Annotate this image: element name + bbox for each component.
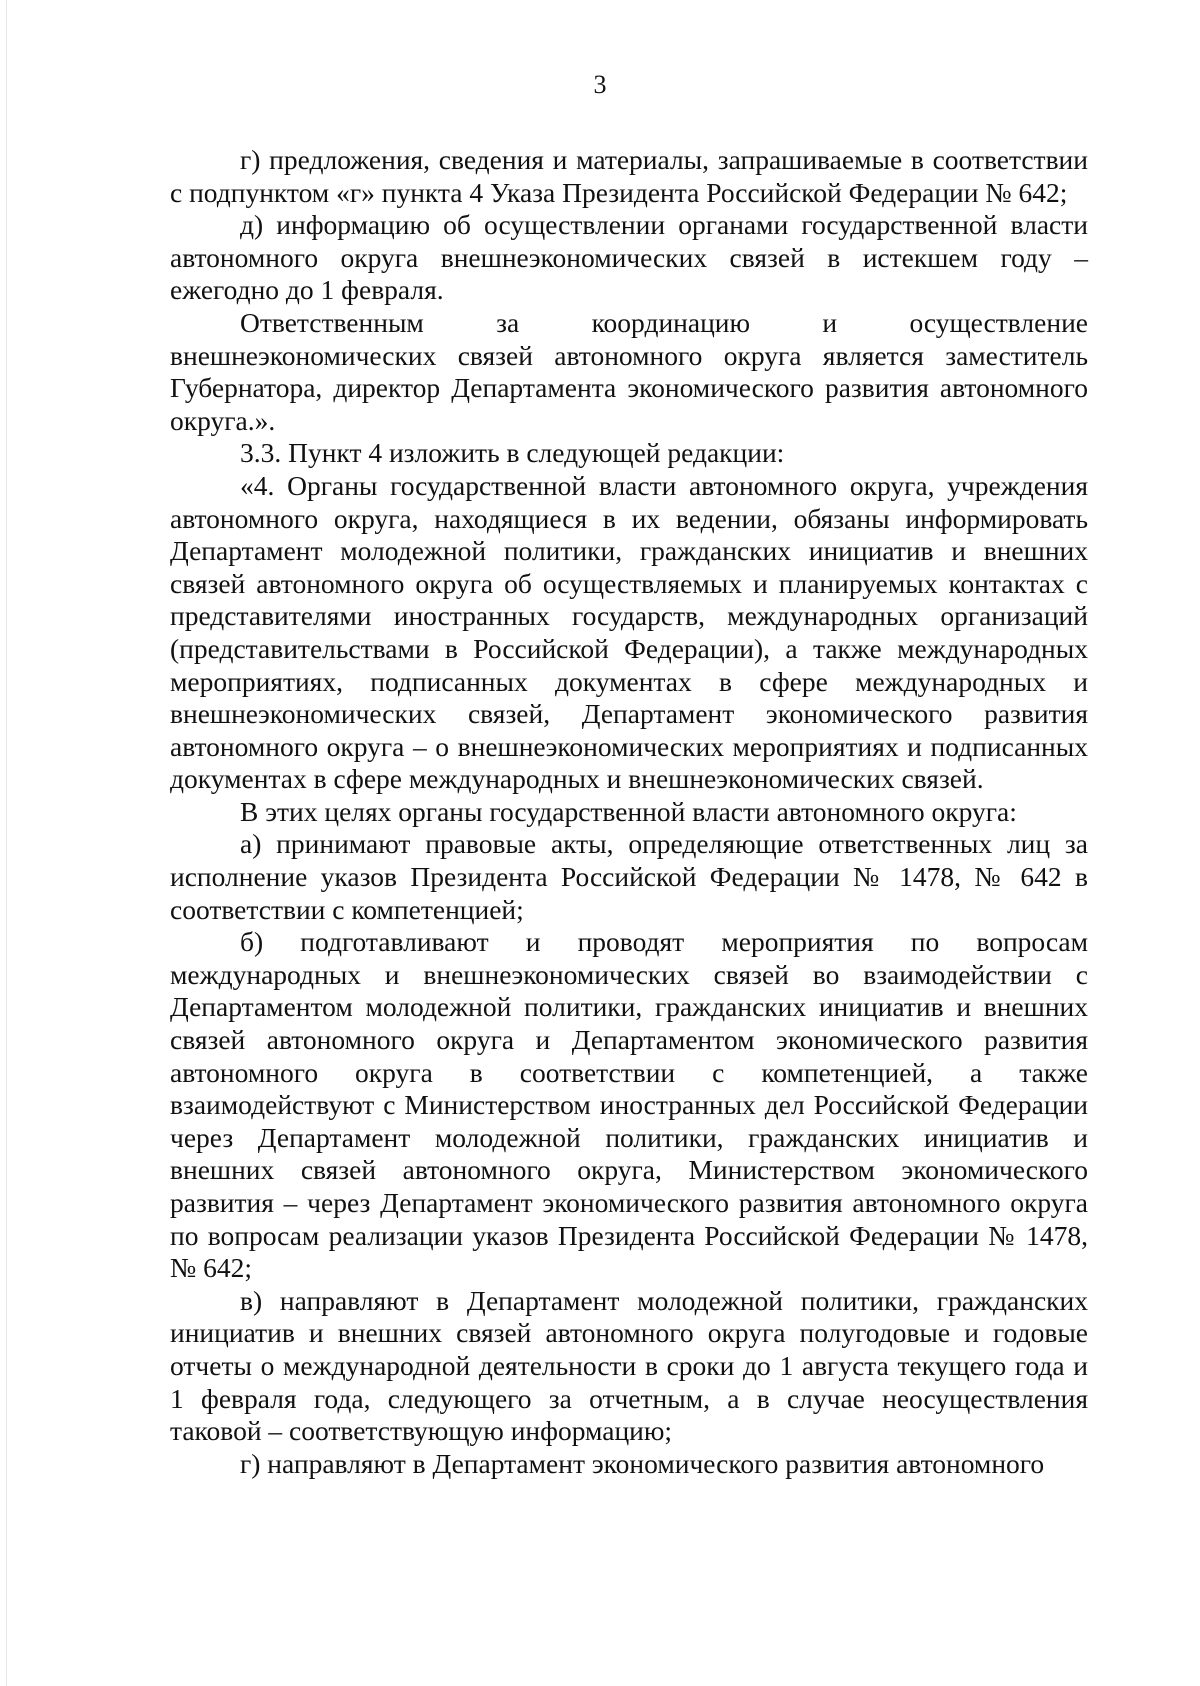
paragraph-point-4: «4. Органы государственной власти автономного округа, учреждения автономного округа, находящиеся в их ведении, обязаны информировать Департамент молодежной политики, гражданских инициатив и внешних связей автономного округа об осуществляемых и планируемых контактах с представителями иностранных государств, международных организаций (представительствами в Российской Федерации), а также международных мероприятиях, подписанных документах в сфере международных и внешнеэкономических связей, Департамент экономического развития автономного округа – о внешнеэкономических мероприятиях и подписанных документах в сфере международных и внешнеэкономических связей.: [170, 469, 1088, 795]
paragraph-d-information: д) информацию об осуществлении органами государственной власти автономного округа внешнеэкономических связей в истекшем году – ежегодно до 1 февраля.: [170, 209, 1088, 306]
paragraph-3-3: 3.3. Пункт 4 изложить в следующей редакции:: [240, 437, 785, 469]
scan-edge: [6, 0, 7, 1686]
paragraph-g-proposals: г) предложения, сведения и материалы, запрашиваемые в соответствии с подпунктом «г» пункта 4 Указа Президента Российской Федерации № 642;: [170, 144, 1088, 208]
paragraph-a-legal-acts: а) принимают правовые акты, определяющие ответственных лиц за исполнение указов Президента Российской Федерации № 1478, № 642 в соответствии с компетенцией;: [170, 828, 1088, 925]
document-body: [170, 144, 1088, 1480]
paragraph-g-direct: г) направляют в Департамент экономического развития автономного: [240, 1447, 1045, 1479]
paragraph-b-events: б) подготавливают и проводят мероприятия по вопросам международных и внешнеэкономических связей во взаимодействии с Департаментом молодежной политики, гражданских инициатив и внешних связей автономного округа и Департаментом экономического развития автономного округа в соответствии с компетенцией, а также взаимодействуют с Министерством иностранных дел Российской Федерации через Департамент молодежной политики, гражданских инициатив и внешних связей автономного округа, Министерством экономического развития – через Департамент экономического развития автономного округа по вопросам реализации указов Президента Российской Федерации № 1478, № 642;: [170, 926, 1088, 1284]
page-number: 3: [593, 70, 607, 99]
paragraph-v-reports: в) направляют в Департамент молодежной политики, гражданских инициатив и внешних связей автономного округа полугодовые и годовые отчеты о международной деятельности в сроки до 1 августа текущего года и 1 февраля года, следующего за отчетным, а в случае неосуществления таковой – соответствующую информацию;: [170, 1284, 1088, 1447]
paragraph-responsible: Ответственным за координацию и осуществление внешнеэкономических связей автономного округа является заместитель Губернатора, директор Департамента экономического развития автономного округа.».: [170, 306, 1088, 436]
paragraph-for-these-purposes: В этих целях органы государственной власти автономного округа:: [240, 795, 1017, 827]
